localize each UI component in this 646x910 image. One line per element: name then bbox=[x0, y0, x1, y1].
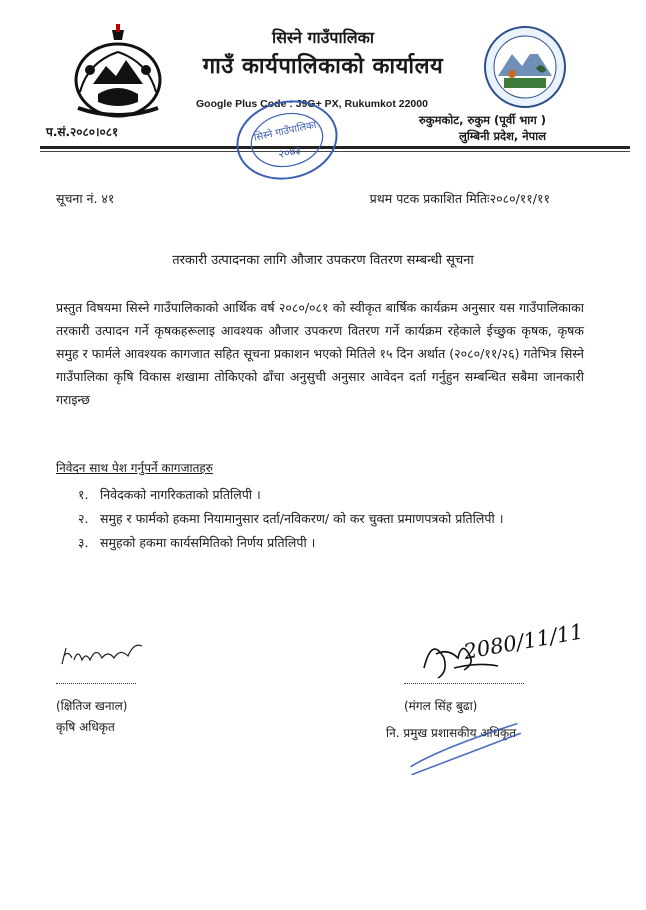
list-item-number: २. bbox=[78, 511, 89, 526]
signature-line-right bbox=[404, 683, 524, 684]
list-item-number: १. bbox=[78, 487, 89, 502]
documents-list bbox=[78, 484, 578, 556]
list-item bbox=[78, 484, 578, 506]
list-item bbox=[78, 508, 578, 530]
signatory-title-left: कृषि अधिकृत bbox=[56, 720, 115, 734]
publish-date: प्रथम पटक प्रकाशित मितिः२०८०/११/११ bbox=[369, 191, 550, 206]
plus-code: Google Plus Code : J9G+ PX, Rukumkot 22000 bbox=[196, 98, 428, 110]
signatory-name-right: (मंगल सिंह बुढा) bbox=[404, 699, 478, 713]
notice-subject: तरकारी उत्पादनका लागि औजार उपकरण वितरण सम्बन्धी सूचना bbox=[172, 253, 474, 268]
signatory-name-left: (क्षितिज खनाल) bbox=[56, 699, 128, 713]
officer-stamp bbox=[400, 715, 530, 775]
svg-text:२०७३: २०७३ bbox=[277, 143, 303, 161]
list-item-number: ३. bbox=[78, 535, 89, 550]
reference-number: प.सं.२०८०।०८१ bbox=[46, 125, 119, 139]
signature-line-left bbox=[56, 683, 136, 684]
notice-body: प्रस्तुत विषयमा सिस्ने गाउँपालिकाको आर्थिक वर्ष २०८०/०८१ को स्वीकृत बार्षिक कार्यक्रम अनुसार यस गाउँपालिकाका तरकारी उत्पादन गर्ने कृषकहरूलाइ आवश्यक औजार उपकरण वितरण गर्ने कार्यक्रम रहेकाले ईच्छुक कृषक, कृषक समुह र फार्मले आवश्यक कागजात सहित सूचना प्रकाशन भएको मितिले १५ दिन अर्थात (२०८०/११/२६) गतेभित्र सिस्ने गाउँपालिका कृषि विकास शखामा तोकिएको ढाँचा अनुसुची अनुसार आवेदन दर्ता गर्नुहुन सम्बन्धित सबैमा जानकारी गराइन्छ bbox=[56, 300, 584, 407]
list-item-text: निवेदकको नागरिकताको प्रतिलिपी । bbox=[100, 487, 261, 502]
handwritten-date: 2080/11/11 bbox=[461, 619, 586, 664]
documents-heading: निवेदन साथ पेश गर्नुपर्ने कागजातहरु bbox=[56, 461, 213, 475]
notice-number: सूचना नं. ४१ bbox=[56, 191, 115, 206]
address-line-2: लुम्बिनी प्रदेश, नेपाल bbox=[459, 129, 546, 143]
office-seal-stamp bbox=[232, 94, 342, 186]
office-title: गाउँ कार्यपालिकाको कार्यालय bbox=[202, 54, 444, 79]
office-name: सिस्ने गाउँपालिका bbox=[271, 28, 375, 47]
svg-text:सिस्ने गाउँपालिका: सिस्ने गाउँपालिका bbox=[253, 119, 318, 144]
list-item-text: समुह र फार्मको हकमा नियामानुसार दर्ता/नविकरण/ को कर चुक्ता प्रमाणपत्रको प्रतिलिपी । bbox=[100, 511, 504, 526]
list-item bbox=[78, 532, 578, 554]
address-line-1: रुकुमकोट, रुकुम (पूर्वी भाग ) bbox=[418, 113, 546, 127]
list-item-text: समुहको हकमा कार्यसमितिको निर्णय प्रतिलिपी । bbox=[100, 535, 316, 550]
signature-left bbox=[58, 630, 148, 678]
signatory-title-right: नि. प्रमुख प्रशासकीय अधिकृत bbox=[386, 726, 517, 740]
